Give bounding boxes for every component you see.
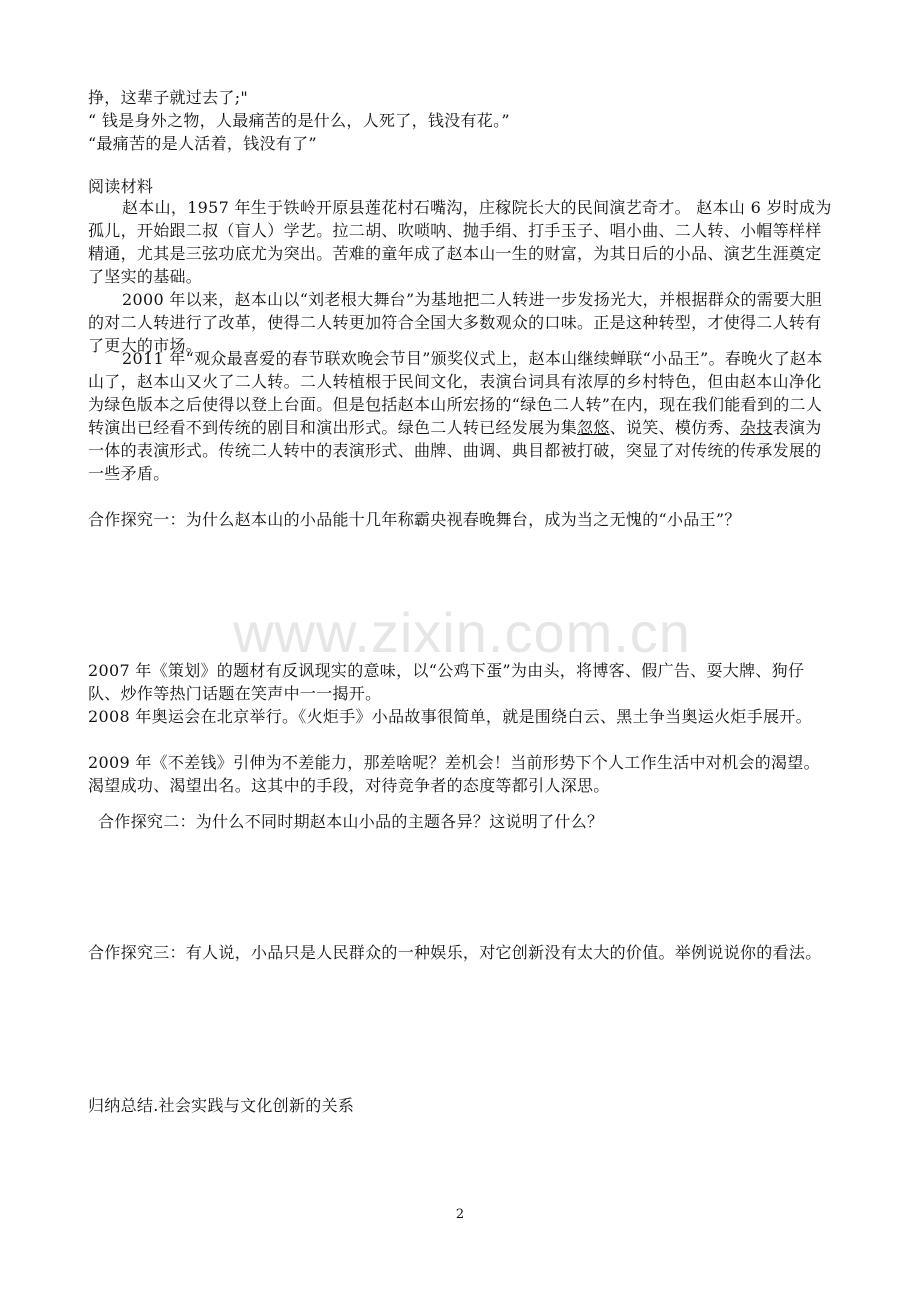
underlined-term-zaji: 杂技	[740, 418, 773, 437]
reading-heading: 阅读材料	[88, 177, 154, 196]
work-2009: 2009 年《不差钱》引伸为不差能力，那差啥呢？差机会！当前形势下个人工作生活中对机会的渴望。渴望成功、渴望出名。这其中的手段，对待竞争者的态度等都引人深思。	[88, 753, 820, 795]
watermark: www.zixin.com.cn	[233, 601, 691, 664]
underlined-term-huyou: 忽悠	[577, 418, 610, 437]
question-1: 合作探究一：为什么赵本山的小品能十几年称霸央视春晚舞台，成为当之无愧的“小品王”？	[88, 510, 741, 529]
summary-heading: 归纳总结.社会实践与文化创新的关系	[88, 1096, 355, 1115]
quote-line-2: “ 钱是身外之物，人最痛苦的是什么，人死了，钱没有花。”	[88, 111, 510, 130]
reading-paragraph-3-part-3: 表演为一体的表演形式。传统二人转中的表演形式、曲牌、曲调、典目都被打破，突显了对传统的传承发展的一些矛盾。	[88, 418, 822, 483]
work-2007: 2007 年《策划》的题材有反讽现实的意味，以“公鸡下蛋”为由头，将博客、假广告、耍大牌、狗仔队、炒作等热门话题在笑声中一一揭开。	[88, 661, 805, 703]
question-3: 合作探究三：有人说，小品只是人民群众的一种娱乐，对它创新没有太大的价值。举例说说你的看法。	[88, 943, 822, 962]
reading-paragraph-1: 赵本山，1957 年生于铁岭开原县莲花村石嘴沟，庄稼院长大的民间演艺奇才。 赵本山 6 岁时成为孤儿，开始跟二叔（盲人）学艺。拉二胡、吹唢呐、抛手绢、打手玉子、唱小曲、二人转、小帽等样样精通，尤其是三弦功底尤为突出。苦难的童年成了赵本山一生的财富，为其日后的小品、演艺生涯奠定了坚实的基础。	[88, 198, 832, 286]
reading-paragraph-3	[88, 347, 836, 485]
reading-paragraph-2: 2000 年以来，赵本山以“刘老根大舞台”为基地把二人转进一步发扬光大，并根据群众的需要大胆的对二人转进行了改革，使得二人转更加符合全国大多数观众的口味。正是这种转型，才使得二人转有了更大的市场。	[88, 290, 822, 355]
question-2: 合作探究二：为什么不同时期赵本山小品的主题各异？这说明了什么？	[98, 812, 604, 831]
page-number: 2	[455, 1207, 465, 1222]
quote-line-1: 挣，这辈子就过去了;"	[88, 88, 249, 107]
reading-paragraph-3-part-1: 2011 年“观众最喜爱的春节联欢晚会节目”颁奖仪式上，赵本山继续蝉联“小品王”。春晚火了赵本山了，赵本山又火了二人转。二人转植根于民间文化，表演台词具有浓厚的乡村特色，但由赵本山净化为绿色版本之后使得以登上台面。但是包括赵本山所宏扬的“绿色二人转”在内，现在我们能看到的二人转演出已经看不到传统的剧目和演出形式。绿色二人转已经发展为集	[88, 349, 823, 437]
reading-paragraph-3-part-2: 、说笑、模仿秀、	[609, 418, 741, 437]
work-2008: 2008 年奥运会在北京举行。《火炬手》小品故事很简单，就是围绕白云、黑土争当奥运火炬手展开。	[88, 707, 812, 726]
quote-line-3: “最痛苦的是人活着，钱没有了”	[88, 134, 317, 153]
